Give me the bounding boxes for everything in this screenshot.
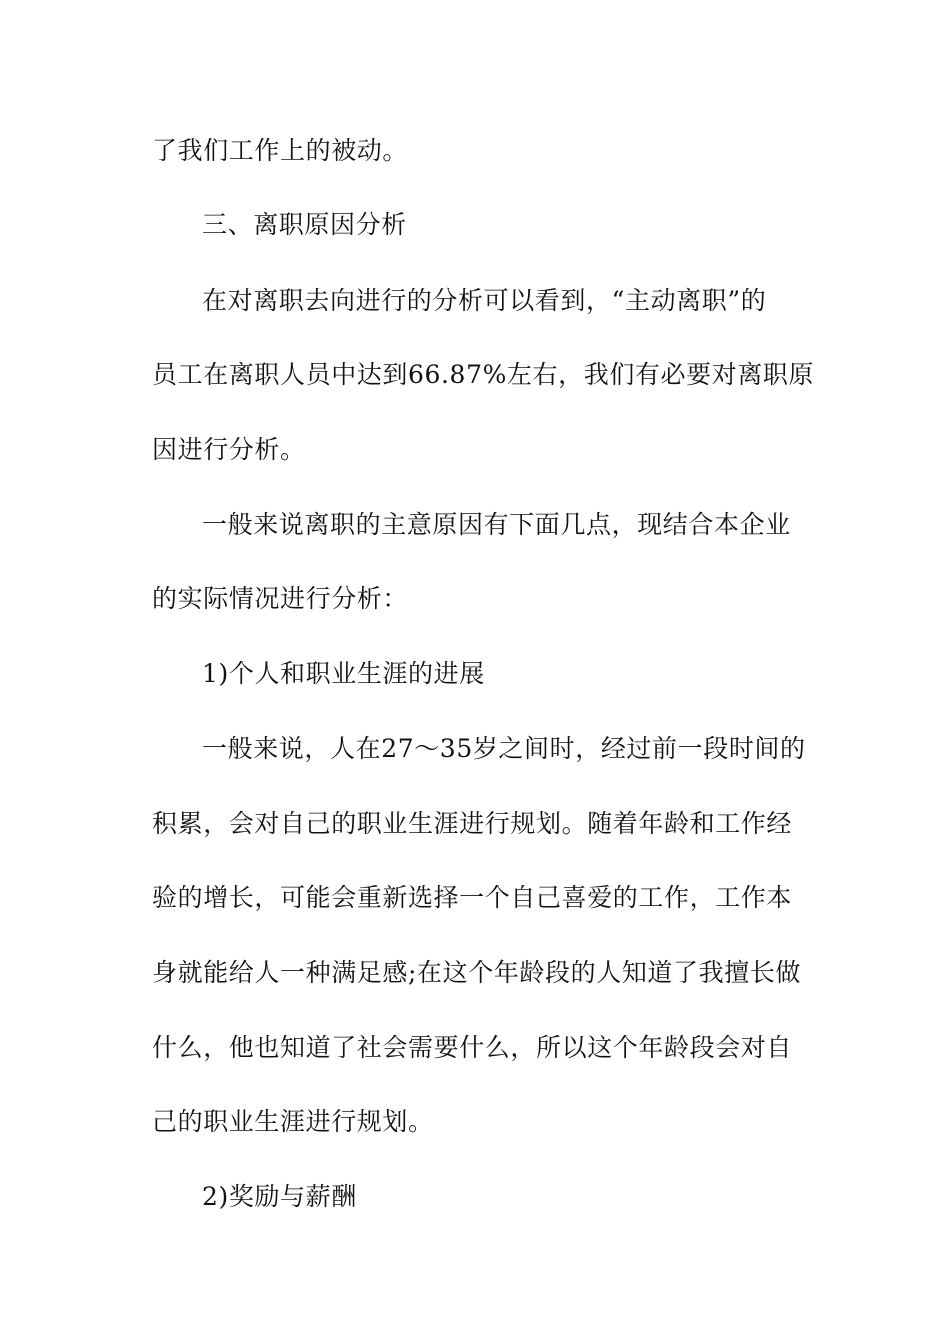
subsection-heading: 2)奖励与薪酬: [202, 1182, 357, 1211]
paragraph-line: 因进行分析。: [152, 435, 306, 464]
paragraph-line: 在对离职去向进行的分析可以看到，“主动离职”的: [202, 286, 767, 315]
paragraph-line: 员工在离职人员中达到66.87%左右，我们有必要对离职原: [152, 360, 815, 389]
paragraph-line: 积累，会对自己的职业生涯进行规划。随着年龄和工作经: [152, 809, 793, 838]
paragraph-line: 什么，他也知道了社会需要什么，所以这个年龄段会对自: [152, 1033, 793, 1062]
paragraph-line: 的实际情况进行分析：: [152, 584, 409, 613]
paragraph-line: 己的职业生涯进行规划。: [152, 1107, 434, 1136]
paragraph-line: 一般来说，人在27～35岁之间时，经过前一段时间的: [202, 734, 806, 763]
subsection-heading: 1)个人和职业生涯的进展: [202, 659, 485, 688]
paragraph-line: 了我们工作上的被动。: [152, 136, 409, 165]
section-heading: 三、离职原因分析: [202, 210, 407, 239]
paragraph-line: 验的增长，可能会重新选择一个自己喜爱的工作，工作本: [152, 883, 793, 912]
paragraph-line: 身就能给人一种满足感;在这个年龄段的人知道了我擅长做: [152, 958, 802, 987]
paragraph-line: 一般来说离职的主意原因有下面几点，现结合本企业: [202, 510, 791, 539]
